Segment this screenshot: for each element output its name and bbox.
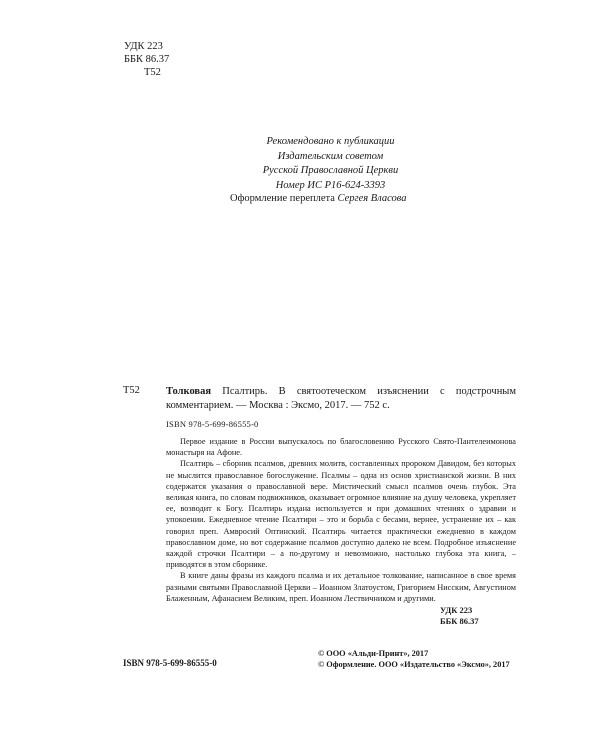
udk-code-right: УДК 223 [440, 605, 473, 615]
classification-block [124, 40, 169, 79]
bib-isbn: ISBN 978-5-699-86555-0 [166, 419, 259, 429]
bib-title-bold: Толковая [166, 386, 212, 397]
classification-codes-right [440, 605, 479, 627]
annotation-paragraph: В книге даны фразы из каждого псалма и их детальное толкование, написанное в свое время разными святыми Православной Церкви – Иоанном Златоустом, Григорием Нисским, Августином Блаженным, Афанасием Великим, преп. Иоанном Лествичником и другими. [166, 571, 516, 603]
udk-code: УДК 223 [124, 41, 163, 52]
annotation [166, 436, 516, 604]
copyright-block [318, 648, 510, 670]
bib-catalog-code: Т52 [123, 385, 140, 396]
author-mark: Т52 [144, 67, 161, 78]
cover-designer-name: Сергея Власова [337, 193, 407, 204]
recommendation-line: Рекомендовано к публикации [266, 136, 395, 147]
cover-design-label: Оформление переплета [230, 193, 335, 204]
cover-design-credit [230, 193, 407, 204]
publication-recommendation [238, 135, 423, 193]
bib-title-text: Псалтирь. В святоотеческом изъяснении с подстрочным комментарием. — Москва : Эксмо, 2017. — 752 с. [166, 386, 517, 411]
recommendation-line: Издательским советом [277, 150, 384, 162]
recommendation-line: Номер ИС Р16-624-3393 [275, 179, 386, 191]
copyright-line-printer: © ООО «Альди-Принт», 2017 [318, 649, 429, 658]
bibliographic-entry [166, 385, 516, 413]
bbk-code-right: ББК 86.37 [440, 616, 479, 626]
annotation-paragraph: Псалтирь – сборник псалмов, древних молитв, составленных пророком Давидом, без которых не мыслится православное богослужение. Псалмы – одна из основ христианской жизни. В них содержатся указания о православной вере. Мистический смысл псалмов очень глубок. Эта великая книга, по словам подвижников, оказывает огромное влияние на душу человека, укрепляет ее, возводит к Богу. Псалтирь издана используется и при домашних чтениях о здравии и упокоении. Ежедневное чтение Псалтири – это и борьба с бесами, вернее, устранение их – как говорил преп. Амвросий Оптинский. Псалтирь читается практически ежедневно в каждом православном доме, но вот содержание псалмов доступно далеко не всем. Подробное изъяснение каждой строчки Псалтири – а по-другому и невозможно, настолько глубока эта книга, – приводятся в этом сборнике. [166, 459, 516, 570]
copyright-line-design: © Оформление. ООО «Издательство «Эксмо», 2017 [318, 660, 510, 669]
recommendation-line: Русской Православной Церкви [262, 165, 399, 176]
annotation-paragraph: Первое издание в России выпускалось по благословению Русского Свято-Пантелеимонова монастыря на Афоне. [166, 437, 516, 458]
isbn-bottom: ISBN 978-5-699-86555-0 [123, 658, 217, 668]
bbk-code: ББК 86.37 [124, 54, 170, 65]
